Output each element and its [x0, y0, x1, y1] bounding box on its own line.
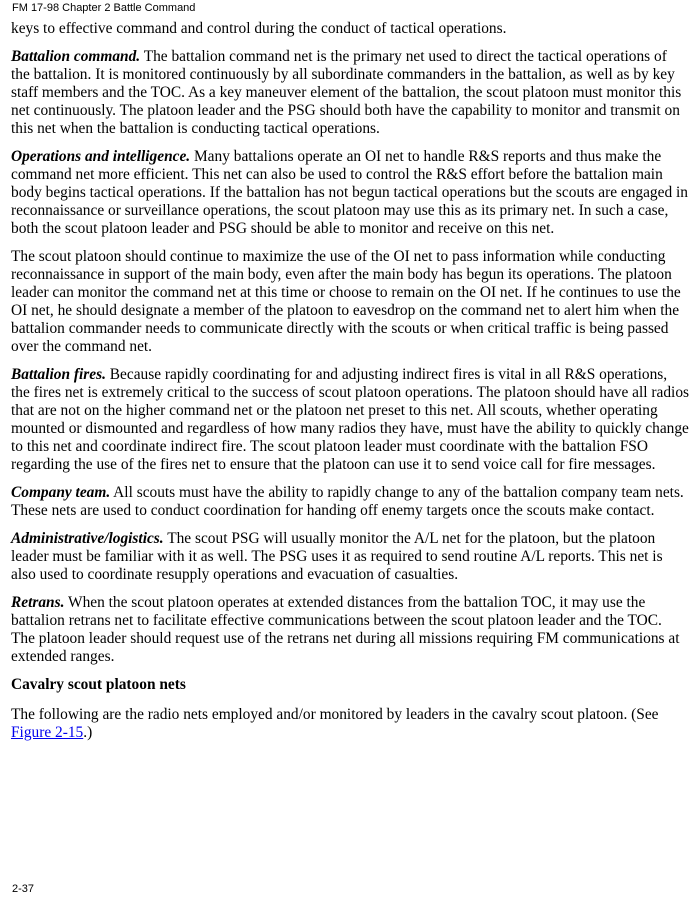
- figure-2-15-link[interactable]: Figure 2-15: [11, 724, 84, 741]
- battalion-command-body: The battalion command net is the primary net used to direct the tactical operations of the battalion. It is monitored continuously by all subordinate commanders in the battalion, as well as by key staff members and the TOC. As a key maneuver element of the battalion, the scout platoon must monitor this net continuously. The platoon leader and the PSG should both have the capability to monitor and transmit on this net when the battalion is conducting tactical operations.: [11, 48, 682, 137]
- retrans-paragraph: [11, 594, 689, 666]
- running-header: FM 17-98 Chapter 2 Battle Command: [12, 2, 196, 14]
- oi-continuation-paragraph: The scout platoon should continue to maximize the use of the OI net to pass information while conducting reconnaissance in support of the main body, even after the main body has begun its operations. The platoon leader can monitor the command net at this time or choose to remain on the OI net. If he continues to use the OI net, he should designate a member of the platoon to eavesdrop on the command net to alert him when the battalion commander needs to communicate directly with the scouts or when critical traffic is being passed over the command net.: [11, 248, 681, 355]
- section-intro-paragraph: [11, 706, 689, 742]
- battalion-fires-paragraph: [11, 366, 689, 474]
- section-text-before-link: The following are the radio nets employed and/or monitored by leaders in the cavalry scout platoon. (See: [11, 706, 659, 723]
- admin-logistics-lead: Administrative/logistics.: [11, 530, 164, 547]
- battalion-command-lead: Battalion command.: [11, 48, 141, 65]
- section-text-after-link: .): [83, 724, 93, 741]
- page-number: 2-37: [12, 883, 35, 895]
- company-team-body: All scouts must have the ability to rapidly change to any of the battalion company team nets. These nets are used to conduct coordination for handing off enemy targets once the scouts make contact.: [11, 484, 684, 519]
- battalion-fires-body: Because rapidly coordinating for and adjusting indirect fires is vital in all R&S operations, the fires net is extremely critical to the success of scout platoon operations. The platoon should have all radios that are not on the higher command net or the platoon net preset to this net. All scouts, whether operating mounted or dismounted and regardless of how many radios they have, must have the ability to quickly change to this net and coordinate indirect fire. The scout platoon leader must coordinate with the battalion FSO regarding the use of the fires net to ensure that the platoon can use it to send voice call for fire messages.: [11, 366, 689, 473]
- operations-intelligence-body: Many battalions operate an OI net to handle R&S reports and thus make the command net more efficient. This net can also be used to control the R&S effort before the battalion main body begins tactical operations. If the battalion has not begun tactical operations but the scouts are engaged in reconnaissance or surveillance operations, the scout platoon may use this as its primary net. In such a case, both the scout platoon leader and PSG should be able to monitor and receive on this net.: [11, 148, 688, 237]
- intro-paragraph: keys to effective command and control during the conduct of tactical operations.: [11, 20, 507, 37]
- page-content: [11, 20, 689, 752]
- retrans-body: When the scout platoon operates at extended distances from the battalion TOC, it may use the battalion retrans net to facilitate effective communications between the scout platoon leader and the TOC. The platoon leader should request use of the retrans net during all missions requiring FM communications at extended ranges.: [11, 594, 680, 665]
- admin-logistics-body: The scout PSG will usually monitor the A/L net for the platoon, but the platoon leader must be familiar with it as well. The PSG uses it as required to send routine A/L reports. This net is also used to coordinate resupply operations and evacuation of casualties.: [11, 530, 663, 583]
- section-heading: Cavalry scout platoon nets: [11, 676, 186, 693]
- company-team-lead: Company team.: [11, 484, 111, 501]
- operations-intelligence-paragraph: [11, 148, 689, 238]
- operations-intelligence-lead: Operations and intelligence.: [11, 148, 191, 165]
- battalion-command-paragraph: [11, 48, 689, 138]
- company-team-paragraph: [11, 484, 689, 520]
- battalion-fires-lead: Battalion fires.: [11, 366, 106, 383]
- retrans-lead: Retrans.: [11, 594, 65, 611]
- admin-logistics-paragraph: [11, 530, 689, 584]
